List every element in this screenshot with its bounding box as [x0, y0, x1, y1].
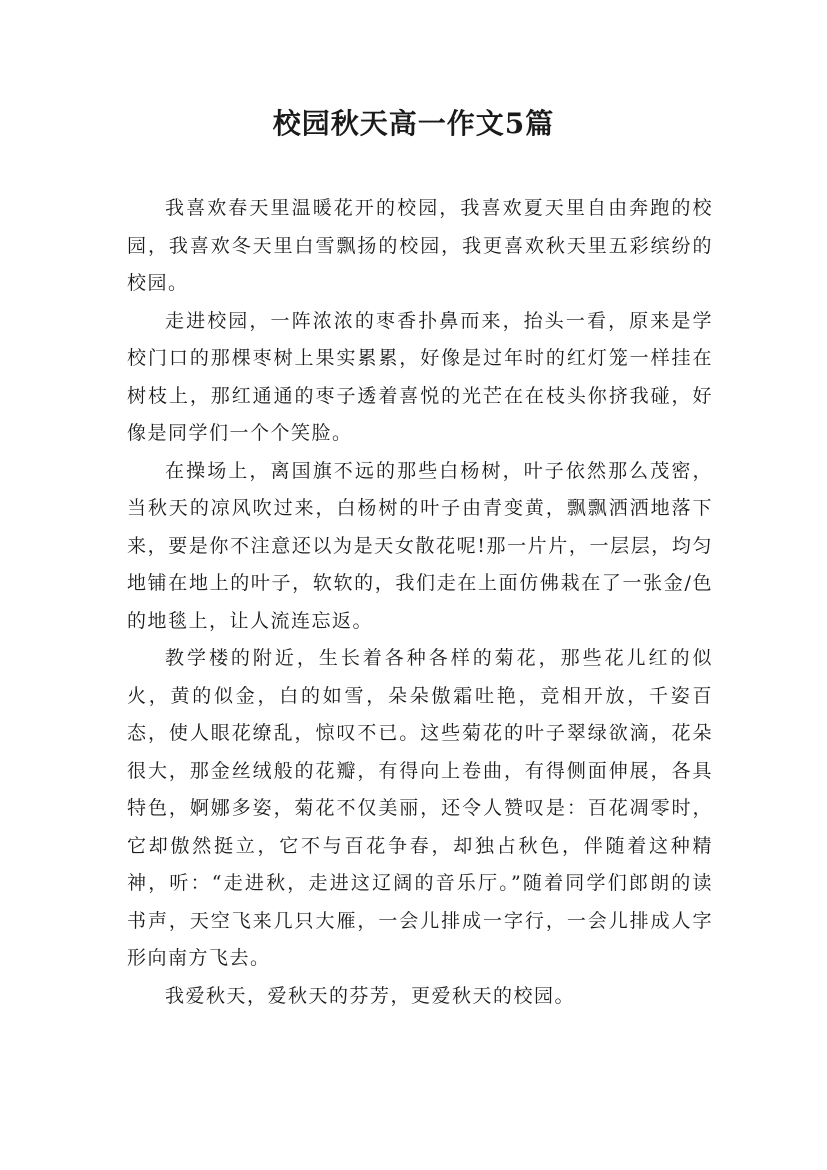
document-title: 校园秋天高一作文5篇: [272, 107, 555, 140]
paragraph: 在操场上，离国旗不远的那些白杨树，叶子依然那么茂密，当秋天的凉风吹过来，白杨树的叶子由青变黄，飘飘洒洒地落下来，要是你不注意还以为是天女散花呢!那一片片，一层层，均匀地铺在地上的叶子，软软的，我们走在上面仿佛栽在了一张金/色的地毯上，让人流连忘返。: [127, 459, 713, 632]
document-body: [127, 190, 713, 1015]
paragraph: 我喜欢春天里温暖花开的校园，我喜欢夏天里自由奔跑的校园，我喜欢冬天里白雪飘扬的校园，我更喜欢秋天里五彩缤纷的校园。: [127, 197, 713, 294]
paragraph: 我爱秋天，爱秋天的芬芳，更爱秋天的校园。: [165, 984, 576, 1007]
paragraph: 走进校园，一阵浓浓的枣香扑鼻而来，抬头一看，原来是学校门口的那棵枣树上果实累累，好像是过年时的红灯笼一样挂在树枝上，那红通通的枣子透着喜悦的光芒在在枝头你挤我碰，好像是同学们一个个笑脸。: [127, 309, 713, 444]
paragraph: 教学楼的附近，生长着各种各样的菊花，那些花儿红的似火，黄的似金，白的如雪，朵朵傲霜吐艳，竞相开放，千姿百态，使人眼花缭乱，惊叹不已。这些菊花的叶子翠绿欲滴，花朵很大，那金丝绒般的花瓣，有得向上卷曲，有得侧面伸展，各具特色，婀娜多姿，菊花不仅美丽，还令人赞叹是：百花凋零时，它却傲然挺立，它不与百花争春，却独占秋色，伴随着这种精神，听：“走进秋，走进这辽阔的音乐厅。”随着同学们郎朗的读书声，天空飞来几只大雁，一会儿排成一字行，一会儿排成人字形向南方飞去。: [127, 647, 713, 969]
